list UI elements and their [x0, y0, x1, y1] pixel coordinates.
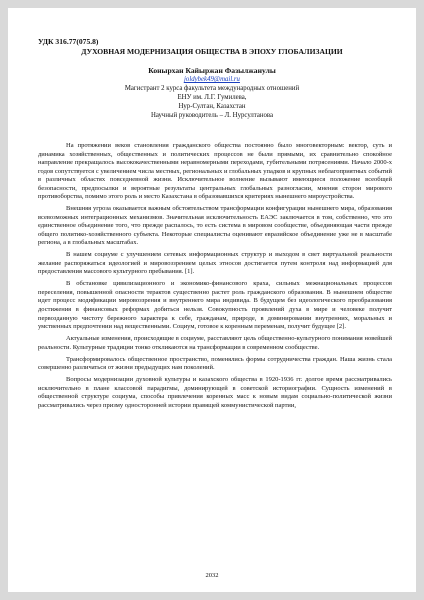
- author-email-link[interactable]: joldybek49@mail.ru: [184, 76, 240, 83]
- document-page: [8, 8, 416, 592]
- article-body: [38, 142, 392, 414]
- udk-code: УДК 316.77(075.8): [38, 37, 99, 46]
- author-name: Конырхан Кайыржан Фазылжанулы: [148, 66, 276, 75]
- paragraph: Трансформировалось общественное пространство, поменялись формы сотрудничества граждан. Наша жизнь стала совершенно различаться от жизни предыдущих нам поколений.: [38, 355, 392, 372]
- paragraph: В нашем социуме с улучшением сетевых информационных структур и выходом в свет виртуальной реальности желание распоряжаться идеологией и мировоззрением целых этносов достигается путем контроля над информацией для предоставления массового культурного пребывания. [1].: [38, 251, 392, 276]
- page-number: 2032: [205, 572, 219, 579]
- affiliation-line: Научный руководитель – Л. Нурсултанова: [150, 112, 274, 119]
- affiliation-line: Нур-Султан, Казахстан: [178, 103, 246, 110]
- affiliation-block: [8, 84, 416, 120]
- paragraph: На протяжении веков становления гражданского общества постоянно было многовекторным: вектор, суть и динамика хозяйственных, общественных и политических процессов не были прямыми, их сравнительно спокойное направление прекращалось высококачественными неравномерными переходами, губительными потрясениями. Начало 2000-х годов сопутствуется с увеличением числа местных, региональных и глобальных упадков и крупных неблагоприятных событий в различных областях повседневной жизни. Исключительное волнение вызывают имеющиеся положение всеобщей безопасности, предпосылки и вероятные результаты центральных глобальных разногласии, мнения сторон мирового противоборства, помимо этого роль и место Казахстана в образовавшихся критериях нынешнего мироустройства.: [38, 142, 392, 201]
- affiliation-line: Магистрант 2 курса факультета международных отношений: [124, 85, 300, 92]
- paragraph: В обстановке цивилизационного и экономико-финансового краха, сильных межнациональных процессов переселения, повышенной опасности терактов существенно растет роль гражданского образования. В нынешнем обществе идет процесс модификации мировоззрения и внутреннего мира индивида. В будущем без идеологического преобразования достижения в финансовых реформах добиться нельзя. Совокупность проявлений духа в мире и человеке получит первозданную чистоту бережного характера к себе, гражданам, природе, в доминировании внутренних, моральных и умственных предпочтении над вещественными. Социум, готовое к коренным переменам, получит будущее [2].: [38, 280, 392, 331]
- article-title: ДУХОВНАЯ МОДЕРНИЗАЦИЯ ОБЩЕСТВА В ЭПОХУ ГЛОБАЛИЗАЦИИ: [81, 47, 343, 56]
- paragraph: Вопросы модернизации духовной культуры и казахского общества в 1920-1936 гг. долгое время рассматривались исключительно в плане классовой парадигмы, доминирующей в советской историографии. Сущность изменений в общественной структуре социума, способы привлечения коренных масс к новым видам социально-политической жизни рассматривались через призму односторонней истории правящей коммунистической партии,: [38, 376, 392, 409]
- affiliation-line: ЕНУ им. Л.Г. Гумилева,: [177, 94, 247, 101]
- paragraph: Актуальные изменения, происходящие в социуме, расставляют цель общественно-культурного понимания новейшей реальности. Культурные традиции тонко откликаются на трансформации в современном сообществе.: [38, 335, 392, 351]
- paragraph: Внешняя угроза оказывается важным обстоятельством трансформации конфигурации нынешнего мира, образования всевозможных интеграционных механизмов. Значительная исключительность ЕАЭС заключается в том, собственно, что это единственное объединение того, что прежде распалось, то есть система в мировом сообществе, объединяющая части прежде общего политико-хозяйственного субъекта. Некоторые специалисты оценивают евразийское объединение уже не в масштабе региона, а в глобальных масштабах.: [38, 205, 392, 247]
